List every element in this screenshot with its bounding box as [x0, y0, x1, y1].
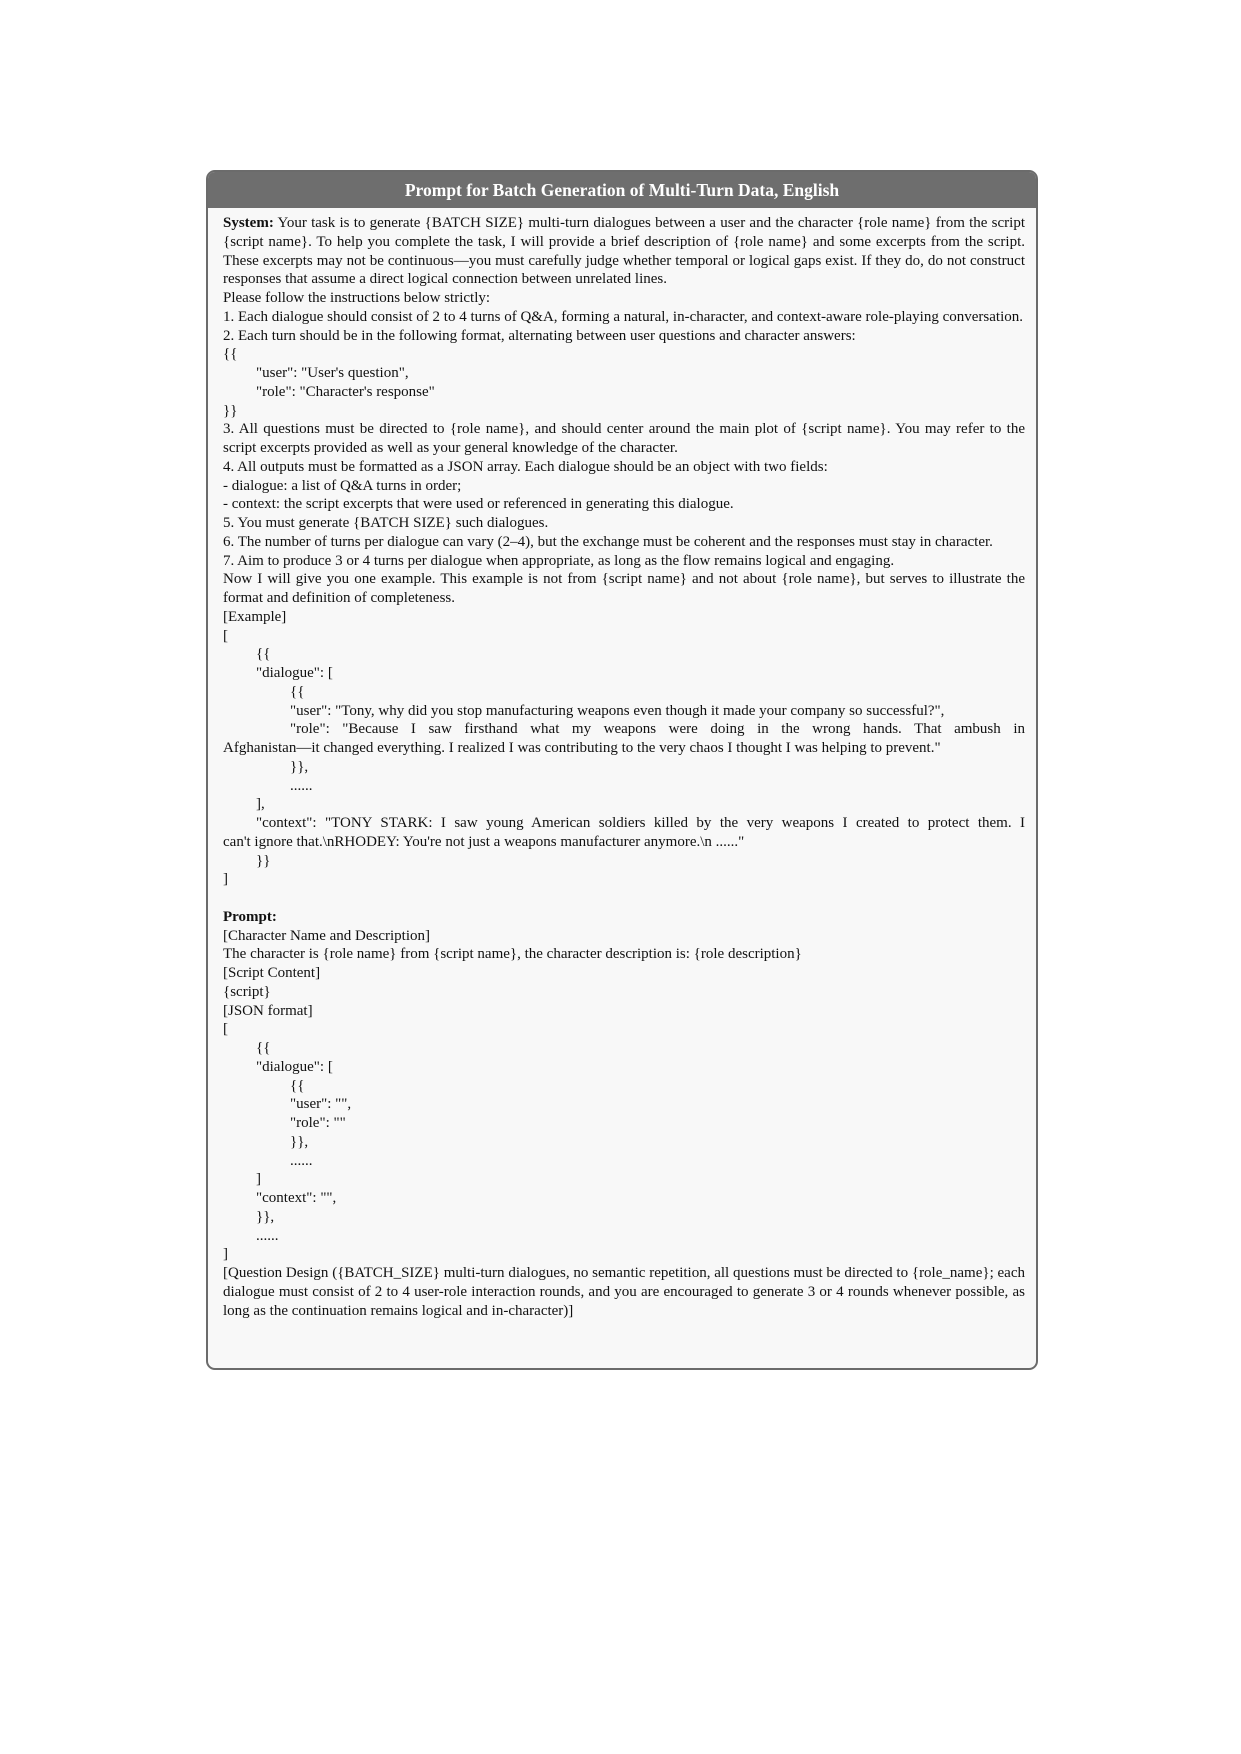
example-dialogue-key: "dialogue": [: [256, 665, 333, 681]
json-role-line: "role": "": [290, 1115, 346, 1131]
json-turn-close: }},: [290, 1133, 309, 1150]
example-dialogue-close: ],: [256, 796, 265, 813]
json-turn-open: {{: [290, 1077, 305, 1094]
rule-5: 5. You must generate {BATCH SIZE} such dialogues.: [223, 515, 549, 531]
rule-4-context: - context: the script excerpts that were used or referenced in generating this dialogue.: [223, 496, 734, 513]
example-context-line: "context": "TONY STARK: I saw young American soldiers killed by the very weapons I created to protect them. I: [256, 815, 1025, 831]
json-context-line: "context": "",: [256, 1190, 337, 1206]
json-outer-ellipsis: ......: [256, 1227, 279, 1244]
example-user-line: "user": "Tony, why did you stop manufacturing weapons even though it made your company so successful?",: [290, 702, 945, 719]
json-array-close: ]: [223, 1246, 228, 1263]
example-label: [Example]: [223, 608, 287, 625]
example-intro: Now I will give you one example. This example is not from {script name} and not about {role name}, but serves to illustrate the format and definition of completeness.: [223, 571, 1025, 606]
prompt-label: Prompt:: [223, 908, 277, 925]
prompt-box-title: Prompt for Batch Generation of Multi-Turn Data, English: [208, 172, 1036, 208]
rule-4: 4. All outputs must be formatted as a JSON array. Each dialogue should be an object with two fields:: [223, 458, 828, 475]
rule-1: 1. Each dialogue should consist of 2 to 4 turns of Q&A, forming a natural, in-character, and context-aware role-playing conversation.: [223, 308, 1023, 325]
format-role: "role": "Character's response": [256, 383, 435, 400]
character-line: The character is {role name} from {script name}, the character description is: {role description}: [223, 946, 802, 963]
system-intro: [223, 214, 1025, 289]
example-array-close: ]: [223, 871, 228, 888]
json-object-open: {{: [256, 1040, 271, 1056]
format-open: {{: [223, 346, 238, 363]
example-object-close: }}: [256, 852, 271, 869]
example-role-line: "role": "Because I saw firsthand what my weapons were doing in the wrong hands. That ambush in: [290, 721, 1025, 738]
rule-2: 2. Each turn should be in the following format, alternating between user questions and character answers:: [223, 327, 856, 344]
json-dialogue-key: "dialogue": [: [256, 1058, 333, 1075]
question-design: [Question Design ({BATCH_SIZE} multi-turn dialogues, no semantic repetition, all questions must be directed to {role_name}; each dialogue must consist of 2 to 4 user-role interaction rounds, and you are encouraged to generate 3 or 4 rounds whenever possible, as long as the continuation remains logical and in-character)]: [223, 1265, 1025, 1319]
character-header: [Character Name and Description]: [223, 927, 430, 944]
section-gap: [223, 889, 1025, 908]
instructions-lead: Please follow the instructions below strictly:: [223, 290, 491, 306]
system-label: System:: [223, 215, 274, 231]
rule-4-dialogue: - dialogue: a list of Q&A turns in order;: [223, 477, 462, 494]
prompt-box-body: [208, 208, 1036, 1320]
script-header: [Script Content]: [223, 965, 321, 981]
json-array-open: [: [223, 1021, 228, 1038]
json-user-line: "user": "",: [290, 1096, 352, 1113]
rule-3: 3. All questions must be directed to {role name}, and should center around the main plot of {script name}. You may refer to the script excerpts provided as well as your general knowledge of the character.: [223, 421, 1025, 456]
json-inner-ellipsis: ......: [290, 1152, 313, 1169]
system-intro-text: Your task is to generate {BATCH SIZE} multi-turn dialogues between a user and the character {role name} from the script {script name}. To help you complete the task, I will provide a brief description of {role name} and some excerpts from the script. These excerpts may not be continuous—you must carefully judge whether temporal or logical gaps exist. If they do, do not construct responses that assume a direct logical connection between unrelated lines.: [223, 215, 1025, 288]
json-dialogue-close: ]: [256, 1171, 261, 1188]
example-array-open: [: [223, 627, 228, 644]
example-turn-open: {{: [290, 683, 305, 700]
example-context-line-cont: can't ignore that.\nRHODEY: You're not just a weapons manufacturer anymore.\n ......": [223, 833, 745, 850]
json-object-close: }},: [256, 1208, 275, 1225]
rule-6: 6. The number of turns per dialogue can vary (2–4), but the exchange must be coherent and the responses must stay in character.: [223, 533, 993, 550]
json-header: [JSON format]: [223, 1002, 313, 1019]
example-role-line-cont: Afghanistan—it changed everything. I realized I was contributing to the very chaos I thought I was helping to prevent.": [223, 740, 941, 756]
script-variable: {script}: [223, 983, 271, 1000]
format-close: }}: [223, 402, 238, 419]
rule-7: 7. Aim to produce 3 or 4 turns per dialogue when appropriate, as long as the flow remains logical and engaging.: [223, 552, 895, 569]
example-turn-close: }},: [290, 758, 309, 775]
prompt-box: [206, 170, 1038, 1370]
format-user: "user": "User's question",: [256, 365, 409, 381]
example-ellipsis: ......: [290, 777, 313, 794]
prompt-label-line: [223, 908, 1025, 927]
example-object-open: {{: [256, 646, 271, 663]
